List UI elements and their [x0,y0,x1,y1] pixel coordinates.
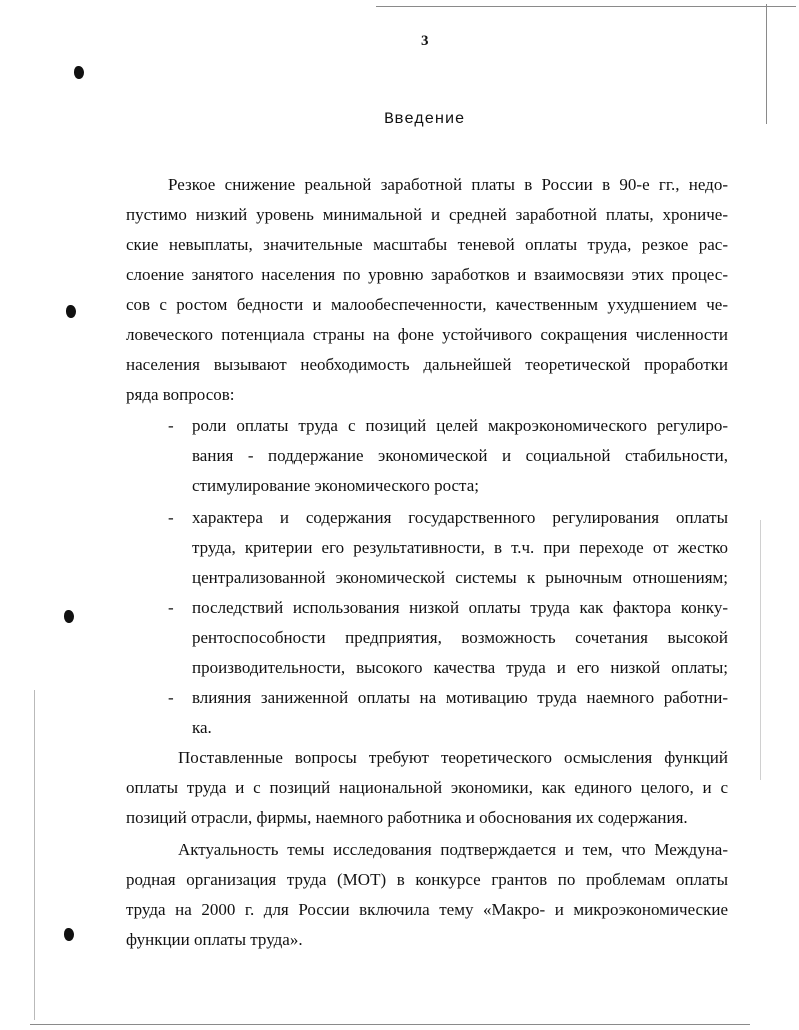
list-item-line: вания - поддержание экономической и социальной стабильности, [192,446,728,465]
list-item-line: роли оплаты труда с позиций целей макроэкономического регулиро- [192,416,728,435]
paragraph-3-line: родная организация труда (МОТ) в конкурсе грантов по проблемам оплаты [126,870,728,889]
scan-border-right [766,4,767,124]
paragraph-1-line: населения вызывают необходимость дальнейшей теоретической проработки [126,355,728,374]
punch-hole-1 [74,66,84,79]
scan-border-top [376,6,796,7]
scan-border-right-lower [760,520,761,780]
list-marker: - [168,688,174,707]
list-item-line: рентоспособности предприятия, возможность сочетания высокой [192,628,728,647]
paragraph-1-line: Резкое снижение реальной заработной платы в России в 90-е гг., недо- [168,175,728,194]
page-title: Введение [384,110,465,128]
list-item-line: централизованной экономической системы к рыночным отношениям; [192,568,728,587]
paragraph-1-line: ловеческого потенциала страны на фоне устойчивого сокращения численности [126,325,728,344]
paragraph-1-line: ряда вопросов: [126,385,235,404]
page-number: 3 [421,33,429,49]
paragraph-1-line: ские невыплаты, значительные масштабы теневой оплаты труда, резкое рас- [126,235,728,254]
paragraph-3-line: функции оплаты труда». [126,930,303,949]
list-item-line: характера и содержания государственного регулирования оплаты [192,508,728,527]
paragraph-2-line: Поставленные вопросы требуют теоретического осмысления функций [178,748,728,767]
punch-hole-2 [66,305,76,318]
punch-hole-3 [64,610,74,623]
paragraph-2-line: оплаты труда и с позиций национальной экономики, как единого целого, и с [126,778,728,797]
punch-hole-4 [64,928,74,941]
paragraph-3-line: Актуальность темы исследования подтверждается и тем, что Междуна- [178,840,728,859]
paragraph-2-line: позиций отрасли, фирмы, наемного работника и обоснования их содержания. [126,808,688,827]
paragraph-1-line: сов с ростом бедности и малообеспеченности, качественным ухудшением че- [126,295,728,314]
scan-border-left [34,690,35,1020]
scan-border-bottom [30,1024,750,1025]
list-item-line: производительности, высокого качества труда и его низкой оплаты; [192,658,728,677]
list-item-line: труда, критерии его результативности, в т.ч. при переходе от жестко [192,538,728,557]
list-marker: - [168,508,174,527]
list-item-line: стимулирование экономического роста; [192,476,479,495]
list-item-line: ка. [192,718,212,737]
list-marker: - [168,416,174,435]
paragraph-1-line: слоение занятого населения по уровню заработков и взаимосвязи этих процес- [126,265,728,284]
paragraph-1-line: пустимо низкий уровень минимальной и средней заработной платы, хрониче- [126,205,728,224]
list-item-line: последствий использования низкой оплаты труда как фактора конку- [192,598,728,617]
list-marker: - [168,598,174,617]
paragraph-3-line: труда на 2000 г. для России включила тему «Макро- и микроэкономические [126,900,728,919]
list-item-line: влияния заниженной оплаты на мотивацию труда наемного работни- [192,688,728,707]
